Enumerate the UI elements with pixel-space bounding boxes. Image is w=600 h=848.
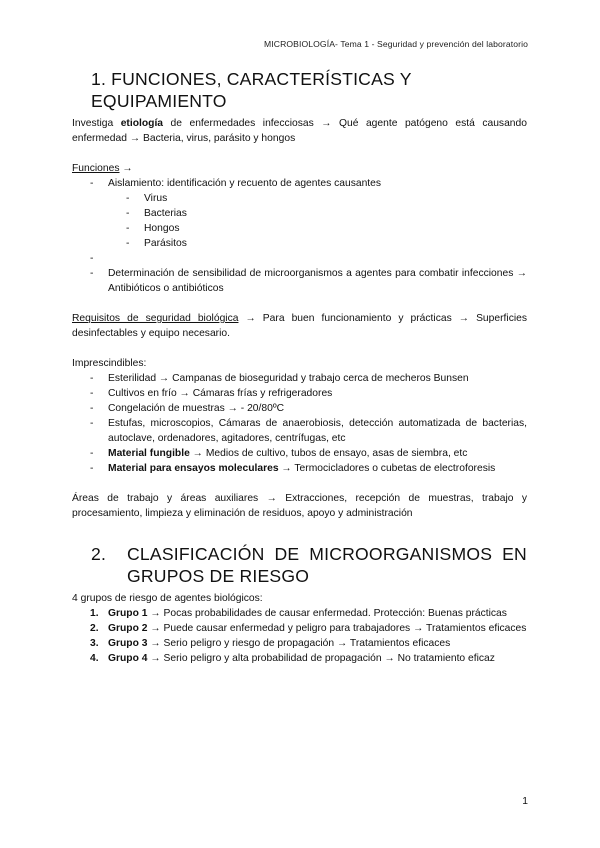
list-item: - Bacterias <box>72 206 527 221</box>
list-item: - Aislamiento: identificación y recuento de agentes causantes - Virus - Bacterias - Hongos - Parásitos <box>72 176 527 251</box>
section-1-title: 1. FUNCIONES, CARACTERÍSTICAS Y EQUIPAMIENTO <box>91 69 412 111</box>
areas-paragraph: Áreas de trabajo y áreas auxiliares → Extracciones, recepción de muestras, trabajo y procesamiento, limpieza y eliminación de residuos, apoyo y administración <box>72 493 527 519</box>
list-item: 2. Grupo 2 → Puede causar enfermedad y peligro para trabajadores → Tratamientos eficaces <box>90 623 527 634</box>
list-item: 1. Grupo 1 → Pocas probabilidades de causar enfermedad. Protección: Buenas prácticas <box>90 608 507 619</box>
list-item: - Parásitos <box>72 236 527 251</box>
funciones-heading: Funciones → <box>72 163 133 174</box>
funciones-list <box>72 176 527 296</box>
list-item: - Congelación de muestras → - 20/80ºC <box>72 401 527 416</box>
page-content <box>72 68 527 666</box>
list-item: - Determinación de sensibilidad de microorganismos a agentes para combatir infecciones → Antibióticos o antibióticos <box>72 266 527 296</box>
list-item: - Estufas, microscopios, Cámaras de anaerobiosis, detección automatizada de bacterias, autoclave, ordenadores, agitadores, centrífugas, etc <box>72 416 527 446</box>
section-1-intro: Investiga etiología de enfermedades infecciosas → Qué agente patógeno está causando enfermedad → Bacteria, virus, parásito y hongos <box>72 118 527 144</box>
list-item: 3. Grupo 3 → Serio peligro y riesgo de propagación → Tratamientos eficaces <box>90 638 451 649</box>
list-item: - Hongos <box>72 221 527 236</box>
bold-term: etiología <box>120 118 164 129</box>
imprescindibles-heading: Imprescindibles: <box>72 358 147 369</box>
list-item: - Material fungible → Medios de cultivo, tubos de ensayo, asas de siembra, etc <box>72 446 527 461</box>
page-number: 1 <box>522 796 528 807</box>
imprescindibles-list <box>72 371 527 476</box>
section-2-intro: 4 grupos de riesgo de agentes biológicos: <box>72 593 263 604</box>
running-header: MICROBIOLOGÍA- Tema 1 - Seguridad y prevención del laboratorio <box>264 39 528 49</box>
risk-groups-list <box>72 606 527 666</box>
list-item: - Esterilidad → Campanas de bioseguridad y trabajo cerca de mecheros Bunsen <box>72 371 527 386</box>
list-item: - Cultivos en frío → Cámaras frías y refrigeradores <box>72 386 527 401</box>
list-item: 4. Grupo 4 → Serio peligro y alta probabilidad de propagación → No tratamiento eficaz <box>90 653 495 664</box>
section-2-title: 2. CLASIFICACIÓN DE MICROORGANISMOS EN GRUPOS DE RIESGO <box>91 544 527 586</box>
list-item: - Virus <box>72 191 527 206</box>
list-item: - Material para ensayos moleculares → Termocicladores o cubetas de electroforesis <box>72 461 527 476</box>
agents-list <box>72 191 527 251</box>
requisitos-paragraph: Requisitos de seguridad biológica → Para buen funcionamiento y prácticas → Superficies desinfectables y equipo necesario. <box>72 313 528 339</box>
